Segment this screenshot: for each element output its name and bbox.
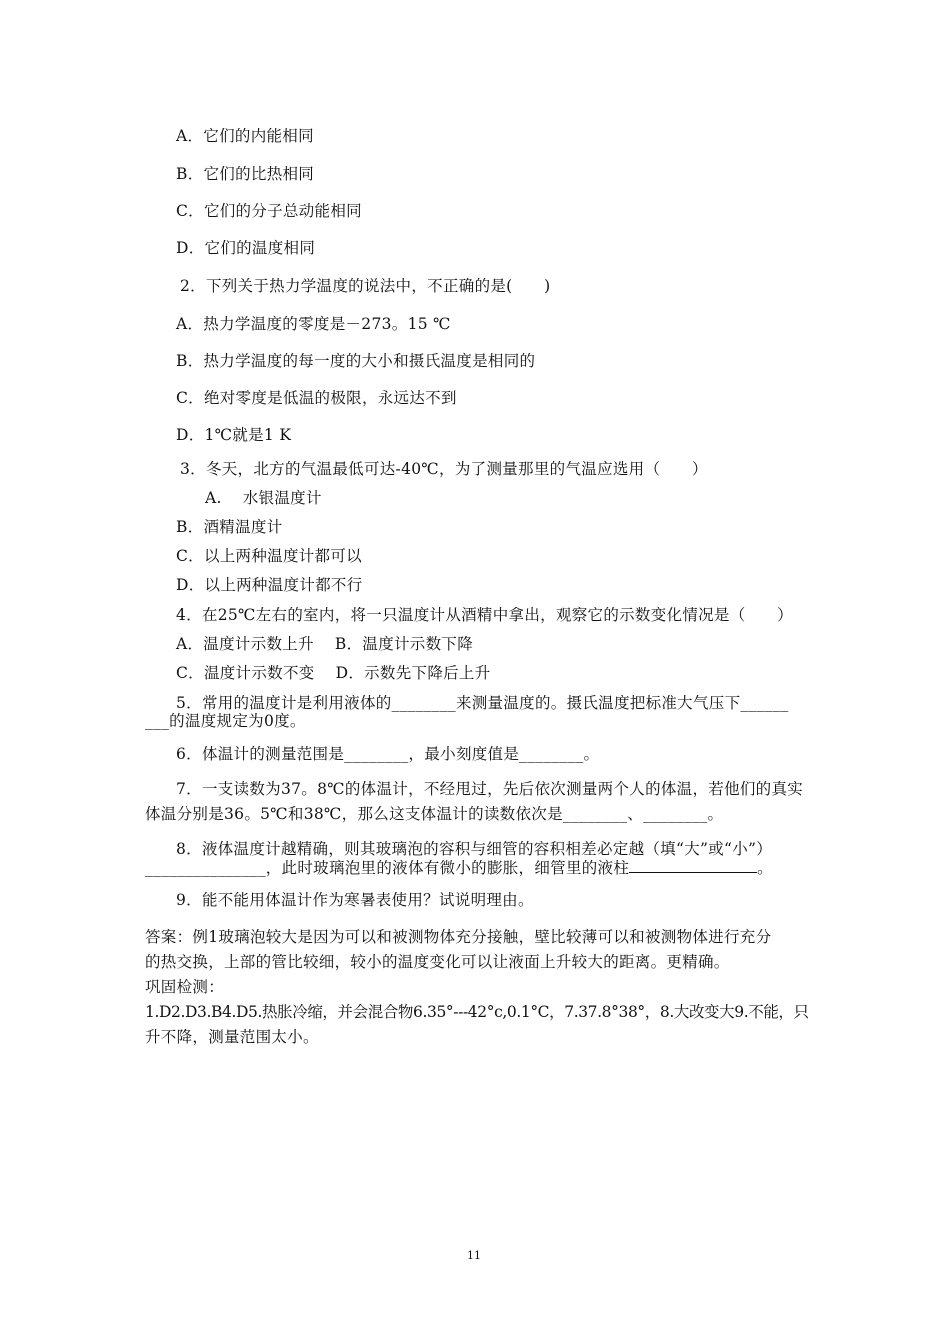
q3-option-a: A. 水银温度计 [205,489,322,507]
answer-line4: 1.D2.D3.B4.D5.热胀冷缩，并会混合物6.35°---42°c,0.1°C，7.37.8°38°，8.大改变大9.不能，只 [145,1003,809,1021]
q8-line2-text: _______________，此时玻璃泡里的液体有微小的膨胀，细管里的液柱 [145,859,630,877]
q5-line1: 5．常用的温度计是利用液体的________来测量温度的。摄氏温度把标准大气压下______ [176,694,789,712]
q4-stem: 4．在25℃左右的室内，将一只温度计从酒精中拿出，观察它的示数变化情况是（ ） [176,606,793,624]
q4-options-ab: A．温度计示数上升 B．温度计示数下降 [176,635,474,653]
q1-option-d: D．它们的温度相同 [176,239,316,257]
q2-stem: 2．下列关于热力学温度的说法中，不正确的是( ) [180,277,551,295]
q7-line1: 7．一支读数为37。8℃的体温计，不经甩过，先后依次测量两个人的体温，若他们的真实 [176,780,804,798]
q2-option-b: B．热力学温度的每一度的大小和摄氏温度是相同的 [176,352,536,370]
q2-option-d: D．1℃就是1 K [176,426,292,444]
q8-line2 [145,857,773,878]
answer-line5: 升不降，测量范围太小。 [145,1028,319,1046]
answer-line1: 答案：例1玻璃泡较大是因为可以和被测物体充分接触，壁比较薄可以和被测物体进行充分 [145,928,772,946]
answer-heading-consolidation: 巩固检测： [145,978,225,996]
q8-line1: 8．液体温度计越精确，则其玻璃泡的容积与细管的容积相差必定越（填“大”或“小”） [176,840,773,858]
q3-option-d: D．以上两种温度计都不行 [176,576,363,594]
q4-options-cd: C．温度计示数不变 D．示数先下降后上升 [176,664,491,682]
page-number: 11 [467,1249,481,1262]
q1-option-a: A．它们的内能相同 [176,127,314,145]
q1-option-c: C．它们的分子总动能相同 [176,202,362,220]
q8-answer-blank [629,857,757,873]
q6-line: 6．体温计的测量范围是________，最小刻度值是________。 [176,745,600,763]
q2-option-c: C．绝对零度是低温的极限，永远达不到 [176,389,457,407]
q5-line2: ___的温度规定为0度。 [145,712,306,730]
answer-line2: 的热交换，上部的管比较细，较小的温度变化可以让液面上升较大的距离。更精确。 [145,953,730,971]
q7-line2: 体温分别是36。5℃和38℃，那么这支体温计的读数依次是________、________。 [145,805,724,823]
q9-line: 9．能不能用体温计作为寒暑表使用？试说明理由。 [176,891,534,909]
q2-option-a: A．热力学温度的零度是－273。15 ℃ [176,315,451,333]
q3-option-b: B．酒精温度计 [176,518,283,536]
q1-option-b: B．它们的比热相同 [176,165,315,183]
q3-stem: 3．冬天，北方的气温最低可达-40℃，为了测量那里的气温应选用（ ） [180,460,708,478]
q8-line2-end: 。 [757,859,773,877]
q3-option-c: C．以上两种温度计都可以 [176,547,362,565]
